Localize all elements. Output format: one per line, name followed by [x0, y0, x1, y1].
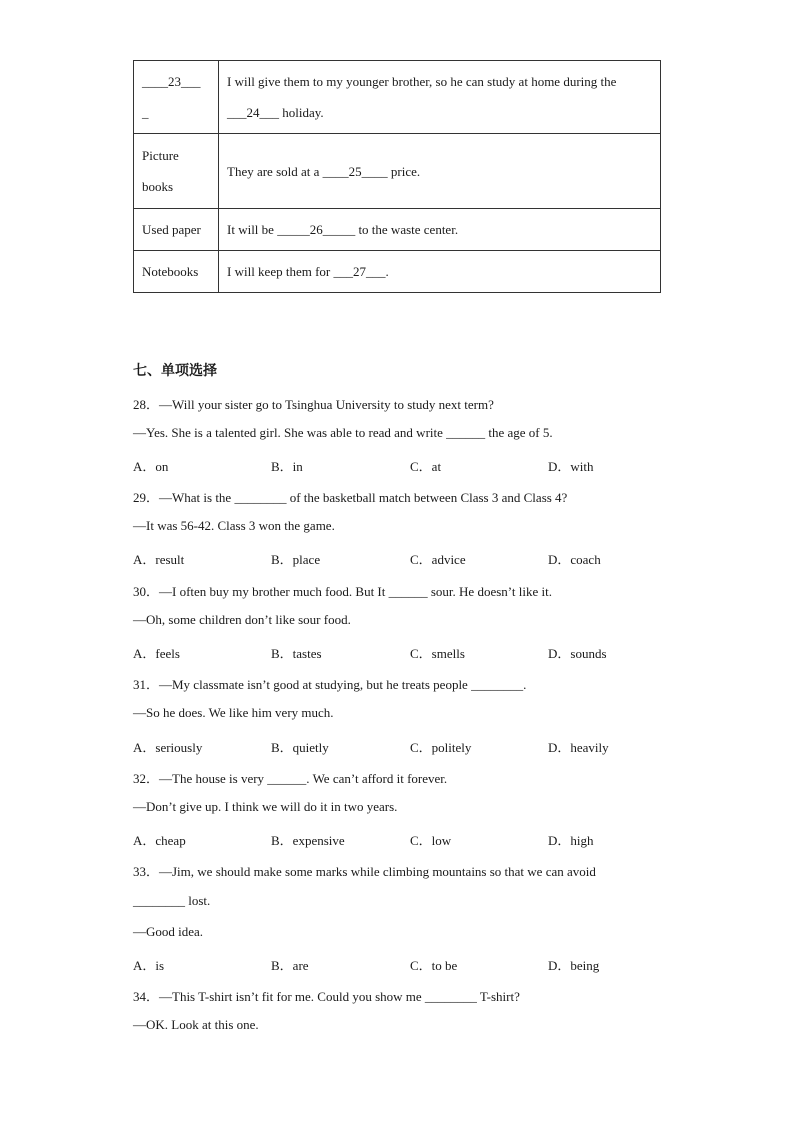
question-line: 29．—What is the ________ of the basketball match between Class 3 and Class 4? [133, 490, 568, 505]
option-b: B．place [271, 552, 321, 567]
cell-text: I will keep them for [227, 264, 334, 279]
question-line: —Don’t give up. I think we will do it in two years. [133, 799, 398, 814]
question-line: 30．—I often buy my brother much food. But It ______ sour. He doesn’t like it. [133, 584, 552, 599]
cell-text: price. [387, 163, 421, 179]
cell-text: It will be [227, 222, 278, 237]
option-a: A．result [133, 552, 185, 567]
option-d: D．high [548, 833, 594, 848]
option-a: A．seriously [133, 740, 203, 755]
option-a: A．on [133, 459, 169, 474]
option-b: B．tastes [271, 646, 322, 661]
cell-line: Used paper [142, 222, 201, 237]
option-c: C．smells [410, 646, 465, 661]
option-d: D．sounds [548, 646, 607, 661]
question-line: 28．—Will your sister go to Tsinghua University to study next term? [133, 397, 494, 412]
option-b: B．quietly [271, 740, 329, 755]
option-d: D．being [548, 958, 600, 973]
question-line: —OK. Look at this one. [133, 1017, 259, 1032]
cell-text: They are sold at a [227, 163, 323, 179]
option-b: B．expensive [271, 833, 345, 848]
option-b: B．are [271, 958, 309, 973]
question-line: 31．—My classmate isn’t good at studying, but he treats people ________. [133, 677, 527, 692]
table-cell-item [134, 134, 219, 209]
cell-line: Notebooks [142, 264, 199, 279]
option-a: A．cheap [133, 833, 186, 848]
table-cell-text [219, 251, 661, 293]
option-d: D．coach [548, 552, 601, 567]
cell-text: holiday. [279, 105, 324, 120]
cell-text: I will give them to my younger brother, so he can study at home during the [227, 74, 617, 89]
question-line: ________ lost. [133, 893, 211, 908]
cell-text: . [385, 264, 389, 279]
table-cell-item [134, 251, 219, 293]
table-cell-item [134, 61, 219, 134]
cell-line: books [142, 179, 174, 194]
option-a: A．feels [133, 646, 180, 661]
question-line: 32．—The house is very ______. We can’t afford it forever. [133, 771, 448, 786]
question-line: —So he does. We like him very much. [133, 705, 334, 720]
table-row [134, 61, 661, 134]
question-line: 34．—This T-shirt isn’t fit for me. Could you show me ________ T-shirt? [133, 989, 520, 1004]
table-row [134, 134, 661, 209]
option-c: C．to be [410, 958, 458, 973]
question-line: —Yes. She is a talented girl. She was able to read and write ______ the age of 5. [133, 425, 553, 440]
question-line: —It was 56-42. Class 3 won the game. [133, 518, 335, 533]
option-c: C．advice [410, 552, 466, 567]
blank-24: ___24___ [227, 105, 279, 120]
table-cell-text [219, 134, 661, 209]
option-d: D．heavily [548, 740, 609, 755]
option-d: D．with [548, 459, 594, 474]
option-c: C．at [410, 459, 442, 474]
fill-in-table [133, 60, 661, 293]
cell-line: ____23___ [142, 74, 201, 89]
cell-text: to the waste center. [355, 222, 459, 237]
table-cell-text [219, 209, 661, 251]
table-cell-text [219, 61, 661, 134]
question-line: —Good idea. [133, 924, 204, 939]
option-c: C．low [410, 833, 452, 848]
option-b: B．in [271, 459, 303, 474]
table-row [134, 209, 661, 251]
question-line: —Oh, some children don’t like sour food. [133, 612, 351, 627]
question-line: 33．—Jim, we should make some marks while climbing mountains so that we can avoid [133, 864, 596, 879]
option-c: C．politely [410, 740, 472, 755]
option-a: A．is [133, 958, 165, 973]
table-cell-item [134, 209, 219, 251]
blank-27: ___27___ [333, 264, 386, 279]
blank-26: _____26_____ [277, 222, 356, 237]
section-title: 七、单项选择 [133, 363, 217, 379]
cell-line: Picture [142, 148, 179, 163]
cell-line: _ [142, 105, 149, 120]
table-row [134, 251, 661, 293]
blank-25: ____25____ [322, 163, 388, 179]
